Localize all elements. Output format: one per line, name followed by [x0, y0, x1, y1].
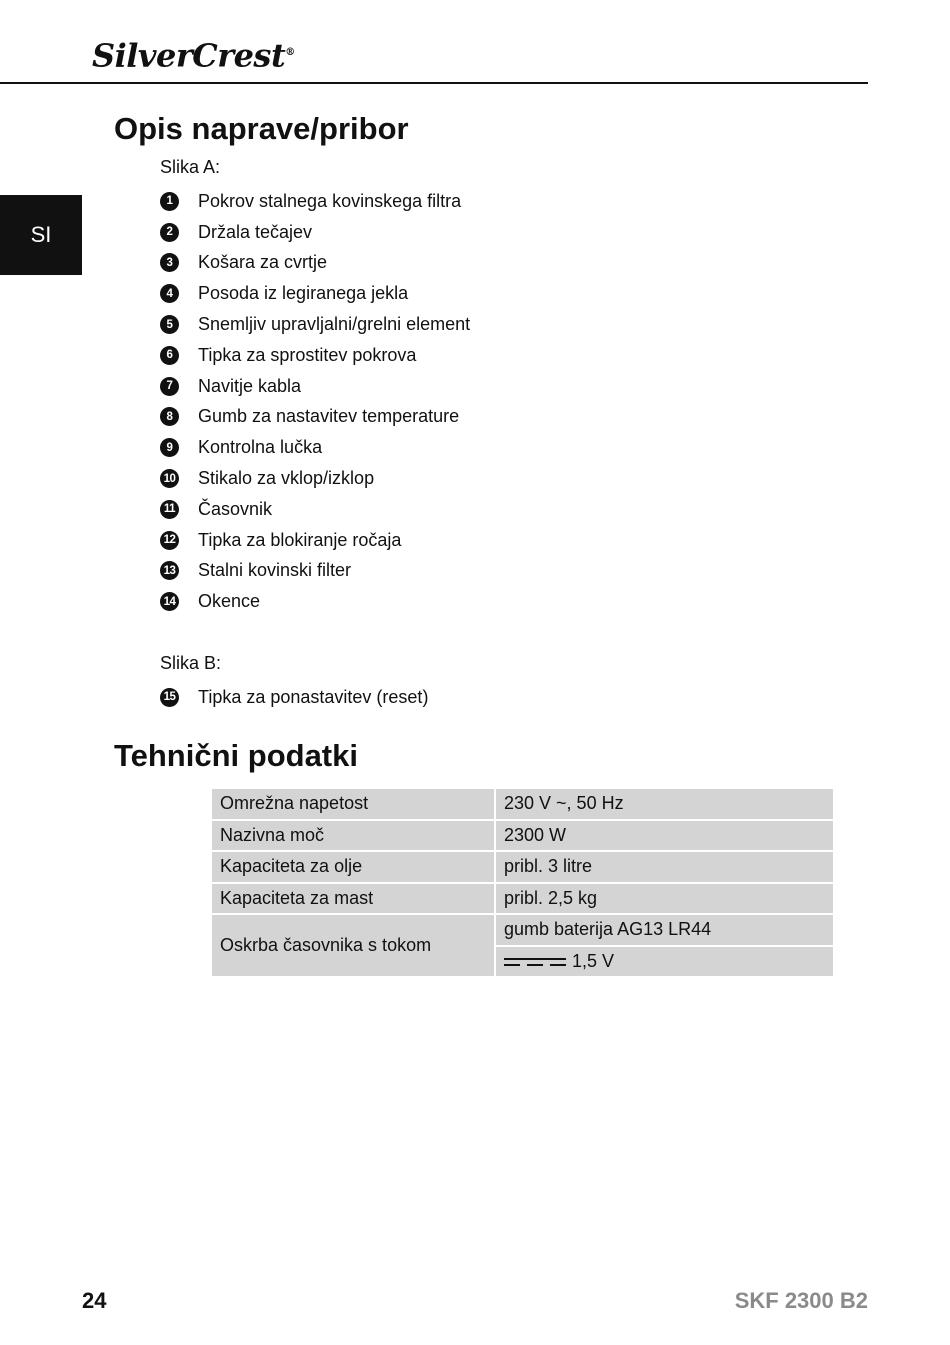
spec-value: pribl. 3 litre: [496, 852, 833, 882]
page-number: 24: [82, 1288, 107, 1313]
list-item: [160, 494, 470, 525]
list-item: [160, 463, 470, 494]
table-row: [212, 915, 833, 945]
item-text: Stikalo za vklop/izklop: [198, 468, 375, 489]
item-text: Tipka za blokiranje ročaja: [198, 529, 402, 550]
item-number-badge: 14: [160, 592, 179, 611]
item-number-badge: 7: [160, 377, 179, 396]
list-item: [160, 248, 470, 279]
item-number-badge: 5: [160, 315, 179, 334]
language-tab: SI: [0, 195, 82, 275]
spec-value-voltage: [496, 947, 833, 977]
spec-label: Omrežna napetost: [212, 789, 494, 819]
item-text: Tipka za sprostitev pokrova: [198, 344, 417, 365]
list-item: [160, 682, 428, 713]
item-text: Držala tečajev: [198, 221, 313, 242]
brand-logo: SilverCrest®: [92, 36, 295, 75]
list-item: [160, 371, 470, 402]
list-item: [160, 525, 470, 556]
model-name: SKF 2300 B2: [734, 1288, 868, 1313]
list-item: [160, 186, 470, 217]
item-text: Posoda iz legiranega jekla: [198, 283, 409, 304]
item-number-badge: 3: [160, 253, 179, 272]
list-item: [160, 432, 470, 463]
spec-value: 2300 W: [496, 821, 833, 851]
section-title-description: Opis naprave/pribor: [114, 111, 409, 146]
spec-label: Kapaciteta za olje: [212, 852, 494, 882]
item-number-badge: 8: [160, 407, 179, 426]
item-number-badge: 2: [160, 223, 179, 242]
spec-value: pribl. 2,5 kg: [496, 884, 833, 914]
item-text: Gumb za nastavitev temperature: [198, 406, 460, 427]
list-item: [160, 556, 470, 587]
item-number-badge: 6: [160, 346, 179, 365]
technical-data-table: [210, 787, 835, 978]
section-title-technical: Tehnični podatki: [114, 738, 358, 773]
item-text: Časovnik: [198, 498, 273, 519]
item-text: Tipka za ponastavitev (reset): [198, 686, 429, 707]
item-number-badge: 1: [160, 192, 179, 211]
figure-b-parts-list: [160, 682, 428, 713]
item-text: Navitje kabla: [198, 375, 302, 396]
table-row: [212, 884, 833, 914]
item-number-badge: 11: [160, 500, 179, 519]
header-rule: [0, 82, 868, 84]
figure-a-parts-list: [160, 186, 470, 617]
list-item: [160, 586, 470, 617]
spec-label: Oskrba časovnika s tokom: [212, 915, 494, 976]
list-item: [160, 217, 470, 248]
item-number-badge: 9: [160, 438, 179, 457]
item-number-badge: 4: [160, 284, 179, 303]
item-number-badge: 12: [160, 531, 179, 550]
item-text: Pokrov stalnega kovinskega filtra: [198, 190, 462, 211]
list-item: [160, 278, 470, 309]
item-text: Snemljiv upravljalni/grelni element: [198, 314, 471, 335]
figure-a-label: Slika A:: [160, 157, 221, 177]
item-text: Košara za cvrtje: [198, 252, 328, 273]
item-text: Okence: [198, 591, 261, 612]
item-text: Kontrolna lučka: [198, 437, 323, 458]
item-number-badge: 15: [160, 688, 179, 707]
list-item: [160, 402, 470, 433]
table-row: [212, 789, 833, 819]
spec-label: Nazivna moč: [212, 821, 494, 851]
spec-value: gumb baterija AG13 LR44: [496, 915, 833, 945]
spec-label: Kapaciteta za mast: [212, 884, 494, 914]
item-number-badge: 10: [160, 469, 179, 488]
list-item: [160, 309, 470, 340]
voltage-value: 1,5 V: [572, 950, 615, 971]
spec-value: 230 V ~, 50 Hz: [496, 789, 833, 819]
item-number-badge: 13: [160, 561, 179, 580]
item-text: Stalni kovinski filter: [198, 560, 352, 581]
table-row: [212, 852, 833, 882]
figure-b-label: Slika B:: [160, 653, 222, 673]
list-item: [160, 340, 470, 371]
direct-current-icon: [504, 956, 566, 968]
table-row: [212, 821, 833, 851]
